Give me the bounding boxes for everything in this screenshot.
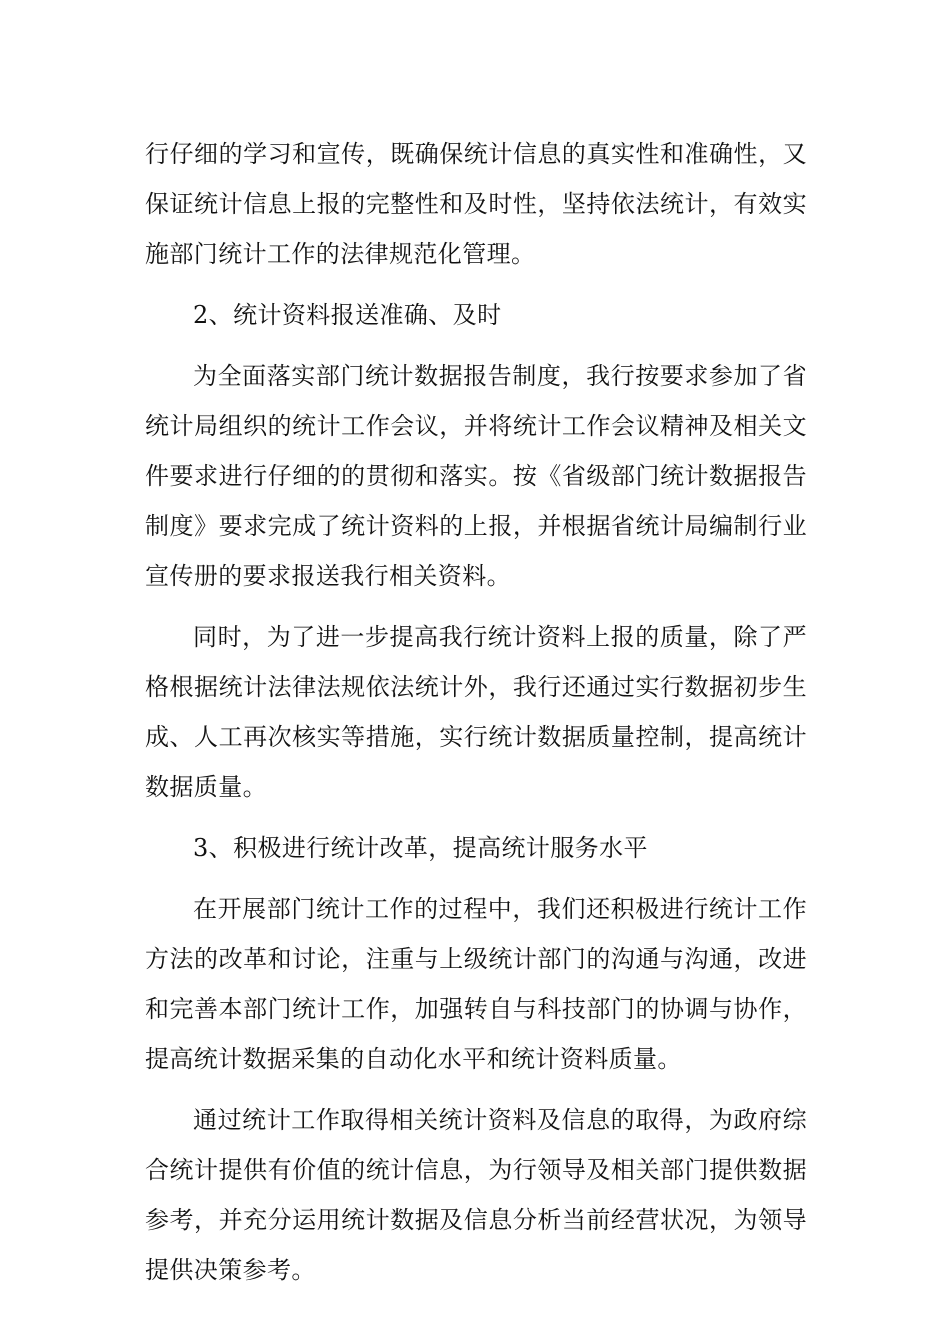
paragraph-data-quality: 同时，为了进一步提高我行统计资料上报的质量，除了严格根据统计法律法规依法统计外，我行还通过实行数据初步生成、人工再次核实等措施，实行统计数据质量控制，提高统计数据质量。: [145, 623, 807, 801]
paragraph-decision-support: 通过统计工作取得相关统计资料及信息的取得，为政府综合统计提供有价值的统计信息，为行领导及相关部门提供数据参考，并充分运用统计数据及信息分析当前经营状况，为领导提供决策参考。: [145, 1106, 807, 1284]
paragraph-reform: 在开展部门统计工作的过程中，我们还积极进行统计工作方法的改革和讨论，注重与上级统计部门的沟通与沟通，改进和完善本部门统计工作，加强转自与科技部门的协调与协作，提高统计数据采集的自动化水平和统计资料质量。: [145, 895, 807, 1073]
paragraph-continued: 行仔细的学习和宣传，既确保统计信息的真实性和准确性，又保证统计信息上报的完整性和及时性，坚持依法统计，有效实施部门统计工作的法律规范化管理。: [145, 140, 807, 268]
paragraph-report-system: 为全面落实部门统计数据报告制度，我行按要求参加了省统计局组织的统计工作会议，并将统计工作会议精神及相关文件要求进行仔细的的贯彻和落实。按《省级部门统计数据报告制度》要求完成了统计资料的上报，并根据省统计局编制行业宣传册的要求报送我行相关资料。: [145, 362, 807, 590]
section-heading-2: 2、统计资料报送准确、及时: [193, 301, 502, 329]
document-body: [145, 129, 807, 1295]
section-heading-3: 3、积极进行统计改革，提高统计服务水平: [193, 834, 648, 862]
